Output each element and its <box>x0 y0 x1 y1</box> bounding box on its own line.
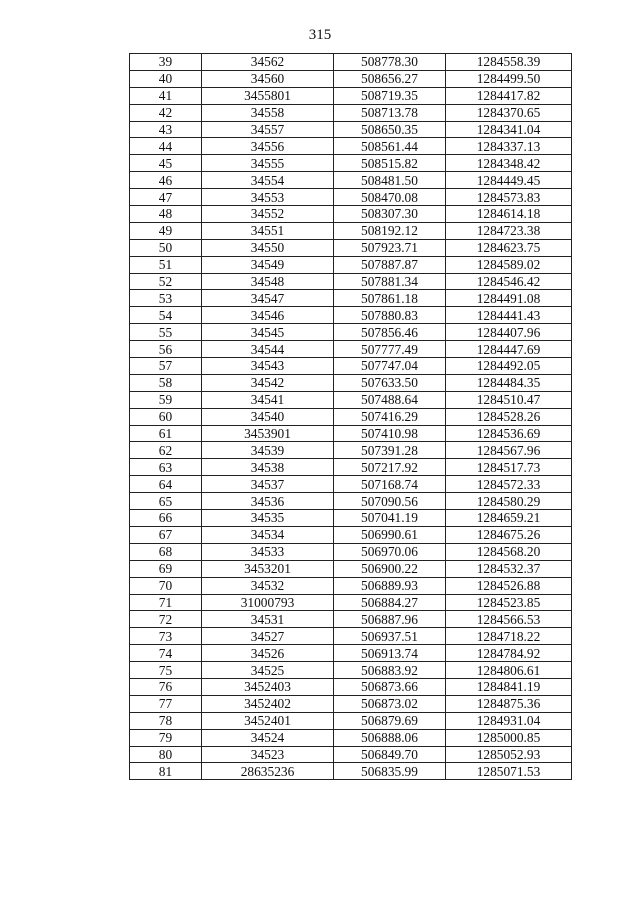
table-row <box>130 54 572 71</box>
y-coordinate-cell: 1284492.05 <box>446 358 572 375</box>
x-coordinate-cell: 506873.66 <box>334 678 446 695</box>
x-coordinate-cell: 508713.78 <box>334 104 446 121</box>
point-id-cell: 34552 <box>202 206 334 223</box>
row-index-cell: 58 <box>130 374 202 391</box>
point-id-cell: 34532 <box>202 577 334 594</box>
x-coordinate-cell: 507747.04 <box>334 358 446 375</box>
y-coordinate-cell: 1284875.36 <box>446 695 572 712</box>
table-row <box>130 256 572 273</box>
table-row <box>130 560 572 577</box>
row-index-cell: 66 <box>130 510 202 527</box>
point-id-cell: 3455801 <box>202 87 334 104</box>
y-coordinate-cell: 1284841.19 <box>446 678 572 695</box>
point-id-cell: 34538 <box>202 459 334 476</box>
table-row <box>130 290 572 307</box>
y-coordinate-cell: 1284526.88 <box>446 577 572 594</box>
table-row <box>130 189 572 206</box>
x-coordinate-cell: 506888.06 <box>334 729 446 746</box>
table-row <box>130 273 572 290</box>
table-row <box>130 121 572 138</box>
y-coordinate-cell: 1284566.53 <box>446 611 572 628</box>
table-row <box>130 391 572 408</box>
table-row <box>130 763 572 780</box>
row-index-cell: 77 <box>130 695 202 712</box>
table-row <box>130 425 572 442</box>
y-coordinate-cell: 1285000.85 <box>446 729 572 746</box>
point-id-cell: 34557 <box>202 121 334 138</box>
row-index-cell: 39 <box>130 54 202 71</box>
y-coordinate-cell: 1284499.50 <box>446 70 572 87</box>
row-index-cell: 75 <box>130 662 202 679</box>
y-coordinate-cell: 1284523.85 <box>446 594 572 611</box>
x-coordinate-cell: 508470.08 <box>334 189 446 206</box>
y-coordinate-cell: 1284491.08 <box>446 290 572 307</box>
point-id-cell: 34546 <box>202 307 334 324</box>
row-index-cell: 73 <box>130 628 202 645</box>
row-index-cell: 61 <box>130 425 202 442</box>
y-coordinate-cell: 1284614.18 <box>446 206 572 223</box>
y-coordinate-cell: 1284532.37 <box>446 560 572 577</box>
x-coordinate-cell: 507777.49 <box>334 341 446 358</box>
x-coordinate-cell: 506883.92 <box>334 662 446 679</box>
row-index-cell: 49 <box>130 222 202 239</box>
table-row <box>130 307 572 324</box>
y-coordinate-cell: 1284784.92 <box>446 645 572 662</box>
row-index-cell: 65 <box>130 493 202 510</box>
row-index-cell: 81 <box>130 763 202 780</box>
x-coordinate-cell: 506990.61 <box>334 526 446 543</box>
point-id-cell: 3452402 <box>202 695 334 712</box>
table-row <box>130 104 572 121</box>
table-row <box>130 155 572 172</box>
row-index-cell: 67 <box>130 526 202 543</box>
point-id-cell: 34539 <box>202 442 334 459</box>
x-coordinate-cell: 506889.93 <box>334 577 446 594</box>
y-coordinate-cell: 1284675.26 <box>446 526 572 543</box>
row-index-cell: 40 <box>130 70 202 87</box>
row-index-cell: 64 <box>130 476 202 493</box>
x-coordinate-cell: 506970.06 <box>334 543 446 560</box>
table-row <box>130 87 572 104</box>
table-row <box>130 695 572 712</box>
y-coordinate-cell: 1284572.33 <box>446 476 572 493</box>
point-id-cell: 31000793 <box>202 594 334 611</box>
row-index-cell: 43 <box>130 121 202 138</box>
x-coordinate-cell: 508650.35 <box>334 121 446 138</box>
x-coordinate-cell: 506887.96 <box>334 611 446 628</box>
row-index-cell: 47 <box>130 189 202 206</box>
table-row <box>130 510 572 527</box>
row-index-cell: 41 <box>130 87 202 104</box>
table-row <box>130 678 572 695</box>
x-coordinate-cell: 508307.30 <box>334 206 446 223</box>
row-index-cell: 46 <box>130 172 202 189</box>
point-id-cell: 34550 <box>202 239 334 256</box>
y-coordinate-cell: 1284517.73 <box>446 459 572 476</box>
table-row <box>130 493 572 510</box>
point-id-cell: 3453901 <box>202 425 334 442</box>
y-coordinate-cell: 1284447.69 <box>446 341 572 358</box>
point-id-cell: 34541 <box>202 391 334 408</box>
row-index-cell: 70 <box>130 577 202 594</box>
x-coordinate-cell: 506900.22 <box>334 560 446 577</box>
point-id-cell: 3452403 <box>202 678 334 695</box>
table-row <box>130 358 572 375</box>
x-coordinate-cell: 506849.70 <box>334 746 446 763</box>
x-coordinate-cell: 508561.44 <box>334 138 446 155</box>
coordinates-table <box>129 53 572 780</box>
table-row <box>130 729 572 746</box>
point-id-cell: 34527 <box>202 628 334 645</box>
y-coordinate-cell: 1284580.29 <box>446 493 572 510</box>
x-coordinate-cell: 506913.74 <box>334 645 446 662</box>
y-coordinate-cell: 1284931.04 <box>446 712 572 729</box>
x-coordinate-cell: 507881.34 <box>334 273 446 290</box>
x-coordinate-cell: 506835.99 <box>334 763 446 780</box>
table-row <box>130 662 572 679</box>
row-index-cell: 72 <box>130 611 202 628</box>
x-coordinate-cell: 506879.69 <box>334 712 446 729</box>
point-id-cell: 3452401 <box>202 712 334 729</box>
point-id-cell: 34554 <box>202 172 334 189</box>
y-coordinate-cell: 1284806.61 <box>446 662 572 679</box>
x-coordinate-cell: 507416.29 <box>334 408 446 425</box>
point-id-cell: 34542 <box>202 374 334 391</box>
x-coordinate-cell: 508656.27 <box>334 70 446 87</box>
y-coordinate-cell: 1284348.42 <box>446 155 572 172</box>
x-coordinate-cell: 507041.19 <box>334 510 446 527</box>
point-id-cell: 34545 <box>202 324 334 341</box>
y-coordinate-cell: 1284573.83 <box>446 189 572 206</box>
row-index-cell: 44 <box>130 138 202 155</box>
point-id-cell: 34551 <box>202 222 334 239</box>
point-id-cell: 34536 <box>202 493 334 510</box>
y-coordinate-cell: 1285071.53 <box>446 763 572 780</box>
x-coordinate-cell: 507090.56 <box>334 493 446 510</box>
point-id-cell: 34526 <box>202 645 334 662</box>
y-coordinate-cell: 1284536.69 <box>446 425 572 442</box>
y-coordinate-cell: 1284407.96 <box>446 324 572 341</box>
point-id-cell: 34533 <box>202 543 334 560</box>
point-id-cell: 3453201 <box>202 560 334 577</box>
x-coordinate-cell: 508719.35 <box>334 87 446 104</box>
table-row <box>130 239 572 256</box>
point-id-cell: 34523 <box>202 746 334 763</box>
x-coordinate-cell: 506873.02 <box>334 695 446 712</box>
y-coordinate-cell: 1284441.43 <box>446 307 572 324</box>
table-row <box>130 70 572 87</box>
point-id-cell: 34556 <box>202 138 334 155</box>
table-row <box>130 172 572 189</box>
point-id-cell: 34543 <box>202 358 334 375</box>
table-row <box>130 442 572 459</box>
row-index-cell: 56 <box>130 341 202 358</box>
row-index-cell: 50 <box>130 239 202 256</box>
x-coordinate-cell: 507217.92 <box>334 459 446 476</box>
point-id-cell: 34525 <box>202 662 334 679</box>
table-row <box>130 645 572 662</box>
row-index-cell: 59 <box>130 391 202 408</box>
row-index-cell: 54 <box>130 307 202 324</box>
point-id-cell: 34540 <box>202 408 334 425</box>
y-coordinate-cell: 1284568.20 <box>446 543 572 560</box>
row-index-cell: 74 <box>130 645 202 662</box>
row-index-cell: 53 <box>130 290 202 307</box>
y-coordinate-cell: 1284623.75 <box>446 239 572 256</box>
x-coordinate-cell: 507633.50 <box>334 374 446 391</box>
row-index-cell: 63 <box>130 459 202 476</box>
x-coordinate-cell: 508481.50 <box>334 172 446 189</box>
point-id-cell: 34544 <box>202 341 334 358</box>
y-coordinate-cell: 1284370.65 <box>446 104 572 121</box>
row-index-cell: 62 <box>130 442 202 459</box>
point-id-cell: 34531 <box>202 611 334 628</box>
y-coordinate-cell: 1284449.45 <box>446 172 572 189</box>
point-id-cell: 34553 <box>202 189 334 206</box>
row-index-cell: 69 <box>130 560 202 577</box>
y-coordinate-cell: 1284659.21 <box>446 510 572 527</box>
x-coordinate-cell: 507880.83 <box>334 307 446 324</box>
point-id-cell: 34558 <box>202 104 334 121</box>
y-coordinate-cell: 1284528.26 <box>446 408 572 425</box>
coordinates-table-body <box>130 54 572 780</box>
point-id-cell: 34562 <box>202 54 334 71</box>
x-coordinate-cell: 507887.87 <box>334 256 446 273</box>
y-coordinate-cell: 1284341.04 <box>446 121 572 138</box>
y-coordinate-cell: 1284567.96 <box>446 442 572 459</box>
y-coordinate-cell: 1284546.42 <box>446 273 572 290</box>
y-coordinate-cell: 1284589.02 <box>446 256 572 273</box>
table-row <box>130 324 572 341</box>
table-row <box>130 459 572 476</box>
x-coordinate-cell: 508515.82 <box>334 155 446 172</box>
point-id-cell: 28635236 <box>202 763 334 780</box>
y-coordinate-cell: 1284510.47 <box>446 391 572 408</box>
table-row <box>130 476 572 493</box>
row-index-cell: 79 <box>130 729 202 746</box>
table-row <box>130 374 572 391</box>
row-index-cell: 78 <box>130 712 202 729</box>
x-coordinate-cell: 508778.30 <box>334 54 446 71</box>
x-coordinate-cell: 507391.28 <box>334 442 446 459</box>
y-coordinate-cell: 1284484.35 <box>446 374 572 391</box>
x-coordinate-cell: 507410.98 <box>334 425 446 442</box>
y-coordinate-cell: 1284718.22 <box>446 628 572 645</box>
table-row <box>130 138 572 155</box>
row-index-cell: 71 <box>130 594 202 611</box>
table-row <box>130 526 572 543</box>
x-coordinate-cell: 507856.46 <box>334 324 446 341</box>
row-index-cell: 57 <box>130 358 202 375</box>
row-index-cell: 76 <box>130 678 202 695</box>
x-coordinate-cell: 507168.74 <box>334 476 446 493</box>
point-id-cell: 34524 <box>202 729 334 746</box>
x-coordinate-cell: 506937.51 <box>334 628 446 645</box>
y-coordinate-cell: 1284723.38 <box>446 222 572 239</box>
y-coordinate-cell: 1284417.82 <box>446 87 572 104</box>
y-coordinate-cell: 1284558.39 <box>446 54 572 71</box>
y-coordinate-cell: 1285052.93 <box>446 746 572 763</box>
point-id-cell: 34547 <box>202 290 334 307</box>
row-index-cell: 42 <box>130 104 202 121</box>
table-row <box>130 594 572 611</box>
row-index-cell: 52 <box>130 273 202 290</box>
point-id-cell: 34555 <box>202 155 334 172</box>
x-coordinate-cell: 507923.71 <box>334 239 446 256</box>
point-id-cell: 34560 <box>202 70 334 87</box>
table-row <box>130 341 572 358</box>
x-coordinate-cell: 506884.27 <box>334 594 446 611</box>
table-row <box>130 712 572 729</box>
row-index-cell: 45 <box>130 155 202 172</box>
point-id-cell: 34535 <box>202 510 334 527</box>
point-id-cell: 34534 <box>202 526 334 543</box>
row-index-cell: 68 <box>130 543 202 560</box>
table-row <box>130 222 572 239</box>
table-row <box>130 628 572 645</box>
table-row <box>130 577 572 594</box>
table-row <box>130 408 572 425</box>
x-coordinate-cell: 507488.64 <box>334 391 446 408</box>
x-coordinate-cell: 508192.12 <box>334 222 446 239</box>
point-id-cell: 34549 <box>202 256 334 273</box>
x-coordinate-cell: 507861.18 <box>334 290 446 307</box>
table-row <box>130 543 572 560</box>
row-index-cell: 48 <box>130 206 202 223</box>
table-row <box>130 206 572 223</box>
row-index-cell: 80 <box>130 746 202 763</box>
row-index-cell: 60 <box>130 408 202 425</box>
row-index-cell: 55 <box>130 324 202 341</box>
row-index-cell: 51 <box>130 256 202 273</box>
point-id-cell: 34537 <box>202 476 334 493</box>
table-row <box>130 611 572 628</box>
point-id-cell: 34548 <box>202 273 334 290</box>
y-coordinate-cell: 1284337.13 <box>446 138 572 155</box>
page-number: 315 <box>308 27 332 43</box>
table-row <box>130 746 572 763</box>
